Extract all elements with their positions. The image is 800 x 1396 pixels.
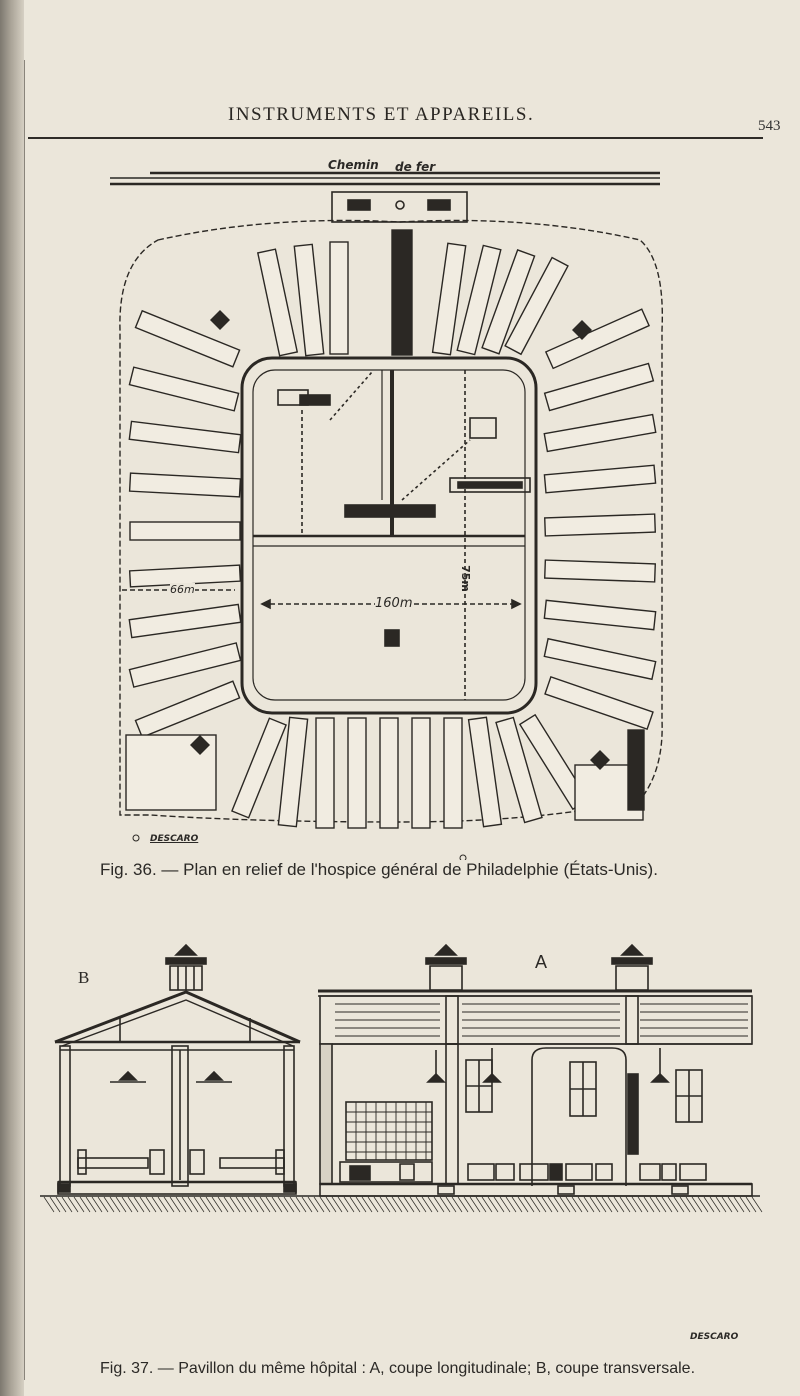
ground-hatch-line [464,1197,474,1212]
ground-hatch-line [632,1197,642,1212]
ground-hatch-line [248,1197,258,1212]
ground-hatch-line [548,1197,558,1212]
ground-hatch-line [170,1197,180,1212]
ground-hatch-line [116,1197,126,1212]
ground-hatch-line [200,1197,210,1212]
ground-hatch-line [242,1197,252,1212]
ground-hatch-line [224,1197,234,1212]
plan-label-chemin: Chemin [328,158,379,172]
ground-hatch-line [596,1197,606,1212]
ground-hatch-line [728,1197,738,1212]
section-a-label: A [535,952,548,972]
ground-hatch-line [416,1197,426,1212]
running-head: INSTRUMENTS ET APPAREILS. [228,104,535,125]
section-b [55,945,300,1194]
ground-hatch-line [536,1197,546,1212]
ground-hatch-line [56,1197,66,1212]
ground-hatch-line [236,1197,246,1212]
ground-hatch-line [620,1197,630,1212]
ground-hatch-line [368,1197,378,1212]
ground-hatch-line [428,1197,438,1212]
page-number: 543 [758,118,781,134]
ground-hatch-line [176,1197,186,1212]
ground-hatch-line [152,1197,162,1212]
ground-hatch-line [392,1197,402,1212]
ground-hatch-line [572,1197,582,1212]
ground-hatch-line [230,1197,240,1212]
ground-hatch-line [680,1197,690,1212]
ground-hatch-line [86,1197,96,1212]
ground-hatch-line [98,1197,108,1212]
ground-hatch-line [554,1197,564,1212]
ground-hatch-line [320,1197,330,1212]
ground-hatch-line [158,1197,168,1212]
ground-hatch-line [710,1197,720,1212]
plan-dimension-160m: 160m [375,596,413,611]
ground-hatch-line [470,1197,480,1212]
ground-hatch-line [656,1197,666,1212]
ground-hatch-line [308,1197,318,1212]
ground-hatch-line [644,1197,654,1212]
ground-hatch-line [410,1197,420,1212]
ground-hatch-line [398,1197,408,1212]
ground-hatch-line [188,1197,198,1212]
ground-hatch-line [614,1197,624,1212]
ground-hatch-line [134,1197,144,1212]
ground-hatch-line [662,1197,672,1212]
ground-hatch-line [284,1197,294,1212]
ground-hatch-line [326,1197,336,1212]
ground-hatch-line [266,1197,276,1212]
ground-hatch-line [404,1197,414,1212]
ground-hatch-line [290,1197,300,1212]
ground-hatch-line [512,1197,522,1212]
ground-hatch-line [122,1197,132,1212]
ground-hatch-line [518,1197,528,1212]
plan-dimension-66m: 66m [170,583,195,596]
ground-hatch-line [62,1197,72,1212]
ground-hatch-line [182,1197,192,1212]
ground-hatch-line [590,1197,600,1212]
ground-hatch-line [452,1197,462,1212]
ground-hatch-line [584,1197,594,1212]
ground-hatch-line [92,1197,102,1212]
left-margin-rule [24,60,25,1380]
ground-hatch-line [80,1197,90,1212]
ground-hatch-line [542,1197,552,1212]
ground-hatch-line [494,1197,504,1212]
section-a [318,945,752,1196]
ground-hatch-line [446,1197,456,1212]
ground-hatch-line [476,1197,486,1212]
ground-hatch-line [434,1197,444,1212]
ground-hatch-line [746,1197,756,1212]
ground-hatch-line [218,1197,228,1212]
ground-hatch-line [488,1197,498,1212]
ground-hatch-line [314,1197,324,1212]
ground-hatch-line [692,1197,702,1212]
ground-hatch-line [302,1197,312,1212]
ground-hatch-line [74,1197,84,1212]
plan-engraver-mark: DESCARO [150,834,199,844]
ground-hatch-line [44,1197,54,1212]
ground-hatch-line [560,1197,570,1212]
ground-hatch-line [260,1197,270,1212]
ground-hatch-line [530,1197,540,1212]
ground-hatch-line [602,1197,612,1212]
ground-hatch-line [374,1197,384,1212]
section-engraver-mark: DESCARO [690,1332,739,1342]
ground-hatch-line [626,1197,636,1212]
ground-hatch-line [362,1197,372,1212]
ground-hatch-line [500,1197,510,1212]
ground-hatch-line [272,1197,282,1212]
ground-hatch-line [698,1197,708,1212]
ground-hatch-line [506,1197,516,1212]
ground-hatch-line [386,1197,396,1212]
ground-hatch-line [440,1197,450,1212]
ground-hatch-line [104,1197,114,1212]
ground-hatch-line [722,1197,732,1212]
ground-hatch-line [254,1197,264,1212]
ground-hatch-line [734,1197,744,1212]
ground-hatch-line [194,1197,204,1212]
ground-hatch-line [380,1197,390,1212]
ground-hatch-line [68,1197,78,1212]
ground-hatch-line [668,1197,678,1212]
ground-hatch-line [716,1197,726,1212]
ground-hatch-line [458,1197,468,1212]
ground-hatch-line [524,1197,534,1212]
figure-37-caption: Fig. 37. — Pavillon du même hôpital : A, coupe longitudinale; B, coupe transversale. [100,1360,696,1377]
ground-hatch-line [422,1197,432,1212]
figure-36-caption: Fig. 36. — Plan en relief de l'hospice général de Philadelphie (États-Unis). [100,860,658,879]
plan-label-de-fer: de fer [395,160,436,174]
ground-hatch-line [296,1197,306,1212]
ground-hatch-line [740,1197,750,1212]
ground-hatch-line [638,1197,648,1212]
ground-hatch-line [674,1197,684,1212]
ground-hatch-line [356,1197,366,1212]
ground-hatch-line [344,1197,354,1212]
ground-hatch-line [164,1197,174,1212]
ground-hatch-line [140,1197,150,1212]
ground-hatch-line [350,1197,360,1212]
section-b-label: B [78,968,90,987]
ground-hatch-line [650,1197,660,1212]
ground-hatch-line [278,1197,288,1212]
ground-hatch-line [110,1197,120,1212]
ground-hatch-line [686,1197,696,1212]
ground-hatch-line [338,1197,348,1212]
ground-hatch-line [704,1197,714,1212]
ground-hatch-line [608,1197,618,1212]
ground-hatch-line [206,1197,216,1212]
ground-hatch-line [332,1197,342,1212]
ground-hatch-line [482,1197,492,1212]
ground-hatch-line [146,1197,156,1212]
ground-hatch-line [212,1197,222,1212]
ground-hatch-line [128,1197,138,1212]
ground-hatch-line [578,1197,588,1212]
plan-dimension-75m: 75m [458,565,472,592]
ground-hatch-line [50,1197,60,1212]
ground-hatch-line [566,1197,576,1212]
ground-hatch-line [752,1197,762,1212]
